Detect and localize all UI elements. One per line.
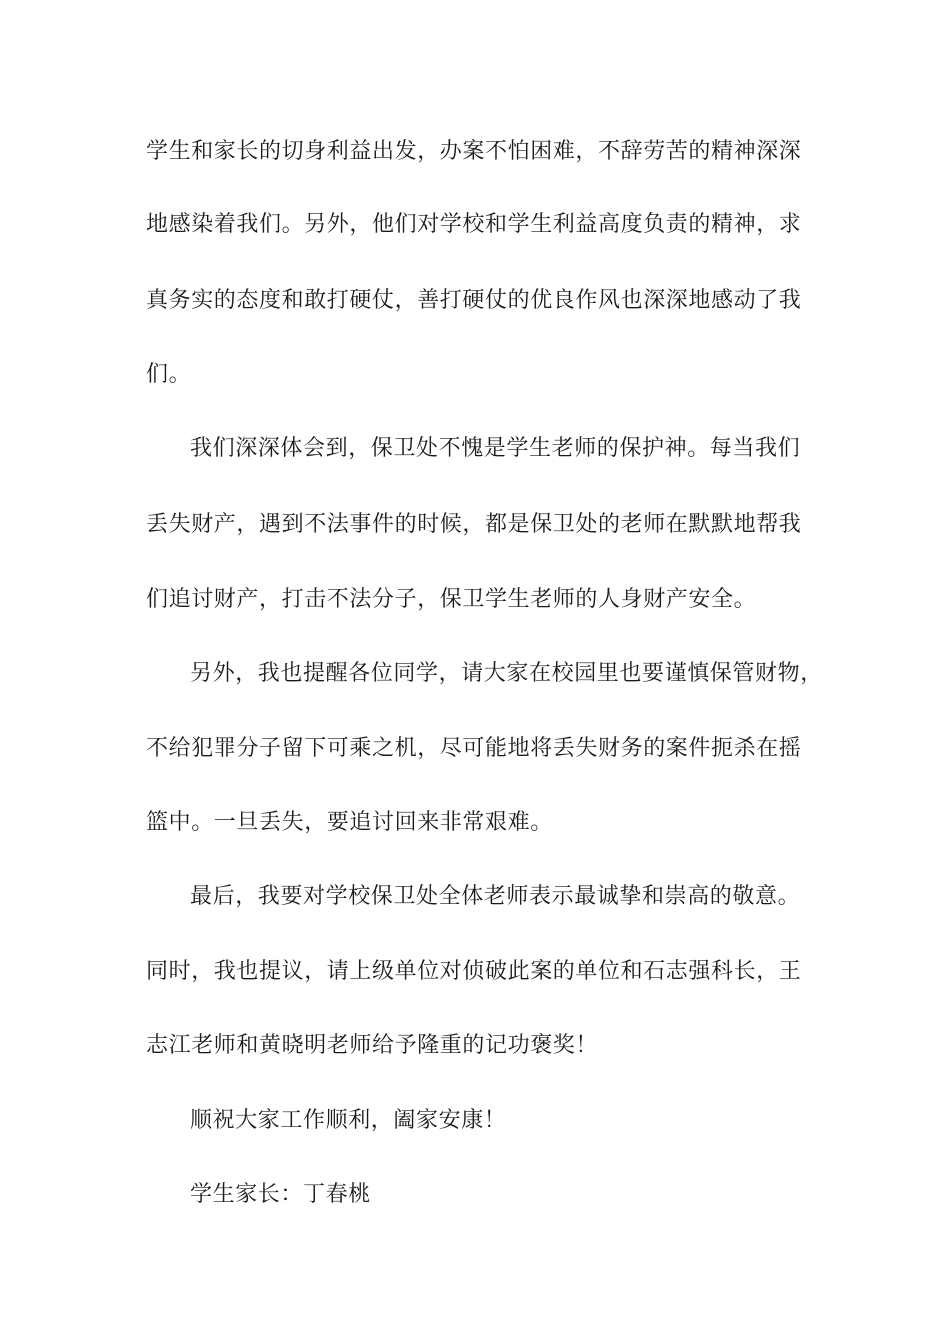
paragraph-line: 最后，我要对学校保卫处全体老师表示最诚挚和崇高的敬意。: [190, 884, 801, 909]
signature-line: 学生家长：丁春桃: [190, 1182, 371, 1207]
paragraph-line: 学生和家长的切身利益出发，办案不怕困难，不辞劳苦的精神深深: [146, 139, 802, 164]
paragraph-line: 篮中。一旦丢失，要追讨回来非常艰难。: [146, 810, 553, 835]
paragraph-line: 们追讨财产，打击不法分子，保卫学生老师的人身财产安全。: [146, 587, 757, 612]
paragraph-line: 同时，我也提议，请上级单位对侦破此案的单位和石志强科长，王: [146, 959, 802, 984]
paragraph-line: 地感染着我们。另外，他们对学校和学生利益高度负责的精神，求: [146, 212, 802, 237]
paragraph-line: 不给犯罪分子留下可乘之机，尽可能地将丢失财务的案件扼杀在摇: [146, 736, 802, 761]
paragraph-line: 们。: [146, 362, 192, 387]
paragraph-line: 我们深深体会到，保卫处不愧是学生老师的保护神。每当我们: [190, 436, 801, 461]
paragraph-line: 另外，我也提醒各位同学，请大家在校园里也要谨慎保管财物，: [190, 661, 823, 686]
paragraph-line: 志江老师和黄晓明老师给予隆重的记功褒奖！: [146, 1033, 599, 1058]
closing-line: 顺祝大家工作顺利，阖家安康！: [190, 1108, 507, 1133]
paragraph-line: 真务实的态度和敢打硬仗，善打硬仗的优良作风也深深地感动了我: [146, 288, 802, 313]
paragraph-line: 丢失财产，遇到不法事件的时候，都是保卫处的老师在默默地帮我: [146, 512, 802, 537]
